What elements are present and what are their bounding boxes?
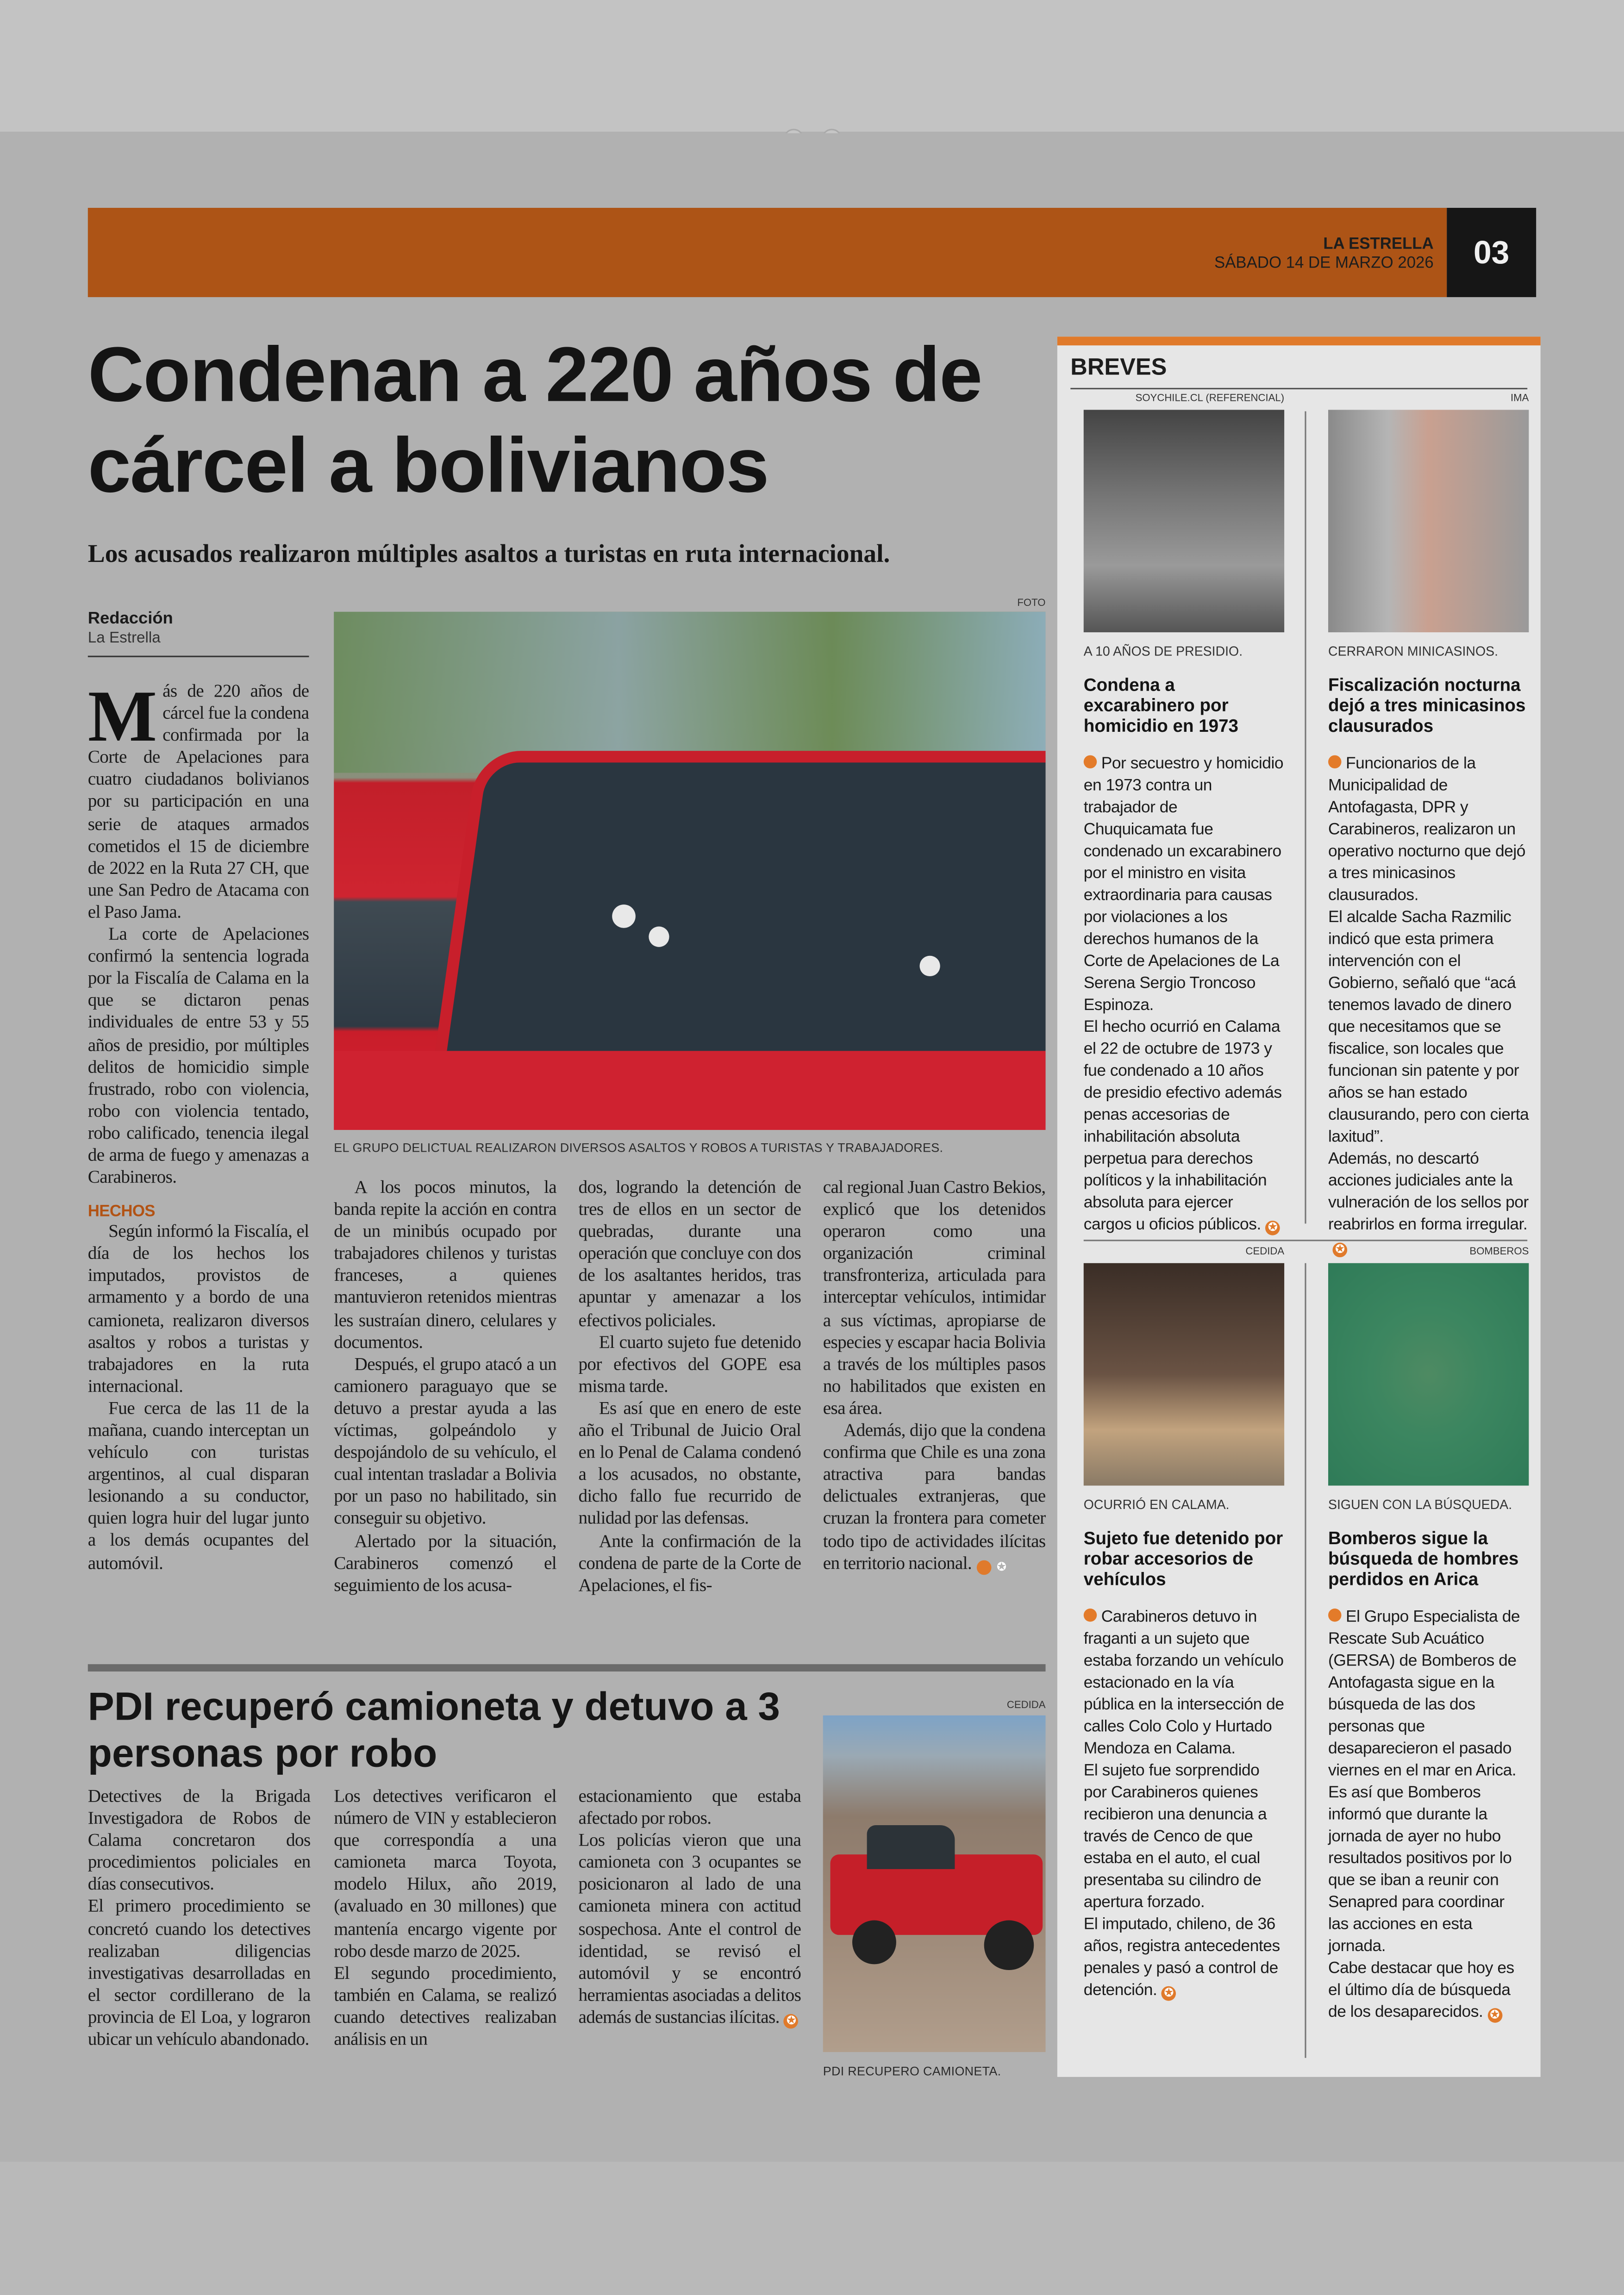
issue-date: SÁBADO 14 DE MARZO 2026 [1214,255,1434,273]
breve-paragraph: El sujeto fue sorprendido por Carabineros quienes recibieron una denuncia a través de Cenco de que estaba en el auto, el cual presentaba su cilindro de apertura forzado. [1083,1762,1267,1912]
breve-photo [1328,1263,1529,1486]
paragraph [1084,1761,1284,1915]
breve-title: Sujeto fue detenido por robar accesorios de vehículos [1083,1528,1283,1590]
article-paragraph: Ante la confirmación de la condena de parte de la Corte de Apelaciones, el fis- [578,1530,801,1595]
bullet-icon [1084,755,1097,768]
breve-paragraph: Por secuestro y homicidio en 1973 contra un trabajador de Chuquicamata fue condenado un excarabinero por el ministro en visita extraordinaria para causas por violaciones a los derechos humanos de la Corte de Apelaciones de La Serena Sergio Troncoso Espinoza. [1083,755,1284,1015]
article-paragraph: estacionamiento que estaba afectado por robos. [578,1785,801,1828]
breve-item [1328,1247,1529,2024]
article-column-4 [823,1177,1046,1574]
breve-item [1084,1247,1284,2002]
photo-credit: IMA [1510,393,1529,404]
photo-credit: CEDIDA [1006,1701,1046,1711]
paragraph [823,1420,1046,1574]
photo-credit: FOTO [1017,599,1046,609]
article-paragraph: Los detectives verificaron el número de VIN y establecieron que correspondía a una camioneta marca Toyota, modelo Hilux, año 2019, (avaluado en 30 millones) que mantenía encargo vigente por robo desde marzo de 2025. [334,1785,557,1961]
main-headline: Condenan a 220 años de cárcel a bolivianos [87,332,982,510]
article-column-3 [578,1177,801,1597]
article-paragraph: ás de 220 años de cárcel fue la condena confirmada por la Corte de Apelaciones para cuatro ciudadanos bolivianos por su participación en una serie de ataques armados cometidos el 15 de diciembre de 2022 en la Ruta 27 CH, que une San Pedro de Atacama con el Paso Jama. [87,680,309,922]
article-paragraph: cal regional Juan Castro Bekios, explicó que los detenidos operaron como una organización criminal transfronteriza, articulada para interceptar vehículos, intimidar a sus víctimas, apropiarse de especies y escapar hacia Bolivia a través de los múltiples pasos no habilitados que existen en esa área. [823,1177,1046,1418]
section-heading: HECHOS [87,1203,155,1221]
breve-kicker: SIGUEN CON LA BÚSQUEDA. [1328,1497,1512,1512]
paragraph [334,1962,556,2051]
paragraph [334,1530,556,1597]
breves-divider [1305,1263,1306,2058]
article-paragraph: Es así que en enero de este año el Tribunal de Juicio Oral en lo Penal de Calama condenó a los acusados, no obstante, dicho fallo fue recurrido de nulidad por las defensas. [578,1397,801,1529]
end-of-article-icon: ✪ [976,1559,991,1574]
breve-paragraph: Además, no descartó acciones judiciales ante la vulneración de los sellos por reabrirlos en forma irregular. [1328,1150,1529,1234]
end-of-article-icon: ✪ [1487,2008,1502,2023]
drop-cap: M [87,674,157,757]
breve-item [1084,394,1284,1237]
main-article-photo [334,612,1045,1130]
paragraph [334,1353,556,1530]
byline-author: Redacción [87,610,173,628]
breve-paragraph: El Grupo Especialista de Rescate Sub Acuático (GERSA) de Bomberos de Antofagasta sigue en la búsqueda de las dos personas que desaparecieron el pasado viernes en el mar en Arica. [1328,1609,1520,1780]
newspaper-name: LA ESTRELLA [1323,236,1434,254]
breve-title: Bomberos sigue la búsqueda de hombres perdidos en Arica [1328,1528,1519,1590]
paragraph [88,1397,309,1574]
main-photo-caption: EL GRUPO DELICTUAL REALIZARON DIVERSOS ASALTOS Y ROBOS A TURISTAS Y TRABAJADORES. [334,1140,943,1155]
viewer-top-bar [0,0,1624,133]
end-of-article-icon: ✪ [1265,1221,1280,1235]
byline-divider [88,656,309,657]
breves-title: BREVES [1070,355,1167,381]
viewer-bottom-bar [0,2162,1624,2295]
photo-credit: CEDIDA [1245,1247,1285,1258]
article-paragraph: Detectives de la Brigada Investigadora de Robos de Calama concretaron dos procedimientos policiales en días consecutivos. [87,1785,311,1895]
paragraph [1084,1017,1284,1237]
paragraph [334,1786,556,1963]
page-number: 03 [1447,208,1536,297]
article-paragraph: Además, dijo que la condena confirma que Chile es una zona atractiva para bandas delictuales extranjeras, que cruzan la frontera para cometer todo tipo de actividades ilícitas en territorio nacional. [823,1420,1046,1573]
paragraph [1328,1958,1529,2024]
breve-paragraph: Cabe destacar que hoy es el último día de búsqueda de los desaparecidos. [1328,1959,1514,2021]
article-paragraph: Alertado por la situación, Carabineros comenzó el seguimiento de los acusa- [334,1530,557,1595]
pdi-truck-photo [823,1715,1046,2052]
article-paragraph: La corte de Apelaciones confirmó la sentencia lograda por la Fiscalía de Calama en la que se dictaron penas individuales de entre 53 y 55 años de presidio, por múltiples delitos de homicidio simple frustrado, robo con violencia, robo con violencia tentado, robo calificado, tenencia ilegal de arma de fuego y amenazas a Carabineros. [87,923,309,1187]
paragraph [88,1786,311,1896]
end-of-article-icon: ✪ [1333,1243,1348,1258]
article-column-2 [334,1177,556,1597]
breve-item [1328,394,1529,1259]
breve-paragraph: Funcionarios de la Municipalidad de Antofagasta, DPR y Carabineros, realizaron un operativo nocturno que dejó a tres minicasinos clausurados. [1328,755,1525,905]
pdi-column-1 [88,1786,311,2051]
end-of-article-icon: ✪ [784,2014,799,2029]
bullet-icon [1328,1609,1341,1621]
paragraph [88,1896,311,2051]
paragraph [578,1398,801,1530]
header-bar [88,208,1447,297]
photo-credit: BOMBEROS [1469,1247,1529,1258]
paragraph [578,1331,801,1397]
paragraph [823,1177,1046,1420]
paragraph [1328,1607,1529,1783]
breves-rule [1070,388,1527,389]
article-paragraph: dos, logrando la detención de tres de ellos en un sector de quebradas, durante una operación que concluye con dos de los asaltantes heridos, tras apuntar y amenazar a los efectivos policiales. [578,1177,801,1330]
paragraph [578,1177,801,1331]
breve-title: Condena a excarabinero por homicidio en 1973 [1083,674,1239,736]
breve-paragraph: El hecho ocurrió en Calama el 22 de octubre de 1973 y fue condenado a 10 años de presidio efectivo además penas accesorias de inhabilitación absoluta perpetua para derechos políticos y la inhabilitación absoluta para ejercer cargos u oficios públicos. [1083,1018,1282,1234]
article-paragraph: Fue cerca de las 11 de la mañana, cuando interceptan un vehículo con turistas argentinos, al cual disparan lesionando a su conductor, quien logra huir del lugar junto a los demás ocupantes del automóvil. [87,1397,309,1573]
article-paragraph: Los policías vieron que una camioneta con 3 ocupantes se posicionaron al lado de una camioneta minera con actitud sospechosa. Ante el control de identidad, se revisó el automóvil y se encontró herramientas asociadas a delitos además de sustancias ilícitas. [578,1830,801,2027]
paragraph [578,1830,801,2029]
breve-paragraph: El imputado, chileno, de 36 años, registra antecedentes penales y pasó a control de detención. [1083,1916,1280,2000]
breve-photo [1084,1263,1284,1486]
byline-source: La Estrella [87,629,161,647]
paragraph [88,1221,309,1398]
article-paragraph: El primero procedimiento se concretó cuando los detectives realizaban diligencias investigativas desarrolladas en el sector cordillerano de la provincia de El Loa, y lograron ubicar un vehículo abandonado. [87,1896,311,2049]
paragraph [1084,1915,1284,2002]
paragraph [1328,754,1529,907]
article-paragraph: El cuarto sujeto fue detenido por efectivos del GOPE esa misma tarde. [578,1331,801,1397]
breve-paragraph: Es así que Bomberos informó que durante la jornada de ayer no hubo resultados positivos por lo que se iban a reunir con Senapred para coordinar las acciones en esta jornada. [1328,1784,1512,1956]
bullet-icon [1084,1609,1097,1621]
paragraph [1328,1783,1529,1958]
pdi-column-3 [578,1786,801,2029]
main-subtitle: Los acusados realizaron múltiples asaltos a turistas en ruta internacional. [87,538,890,568]
paragraph [1084,1607,1284,1761]
breve-body [1328,1607,1529,2024]
paragraph [1328,1149,1529,1259]
article-paragraph: Según informó la Fiscalía, el día de los hechos los imputados, provistos de armamento y a bordo de una camioneta, realizaron diversos asaltos y robos a turistas y trabajadores en la ruta internacional. [87,1221,309,1396]
breve-paragraph: Carabineros detuvo in fraganti a un sujeto que estaba forzando un vehículo estacionado en la vía pública en la intersección de calles Colo Colo y Hurtado Mendoza en Calama. [1083,1609,1284,1758]
breve-body [1328,754,1529,1259]
paragraph [1328,907,1529,1149]
pdi-column-2 [334,1786,556,2051]
breve-body [1084,754,1284,1236]
breve-kicker: CERRARON MINICASINOS. [1328,644,1499,659]
pdi-photo-caption: PDI RECUPERO CAMIONETA. [823,2064,1001,2079]
paragraph [334,1177,556,1353]
paragraph [578,1530,801,1597]
paragraph [1084,754,1284,1017]
breve-kicker: A 10 AÑOS DE PRESIDIO. [1083,644,1243,659]
article-column-1 [87,674,309,1574]
article-paragraph: El segundo procedimiento, también en Calama, se realizó cuando detectives realizaban análisis en un [334,1962,557,2049]
breve-title: Fiscalización nocturna dejó a tres minicasinos clausurados [1328,674,1526,736]
article-paragraph: Después, el grupo atacó a un camionero paraguayo que se detuvo a prestar ayuda a las víctimas, golpeándolo y despojándolo de su vehículo, el cual intentan trasladar a Bolivia por un paso no habilitado, sin conseguir su objetivo. [334,1353,557,1529]
end-of-article-icon: ✪ [1162,1986,1176,2001]
secondary-headline: PDI recuperó camioneta y detuvo a 3 personas por robo [87,1684,780,1776]
bullet-icon [1328,755,1341,768]
breve-photo [1084,410,1284,632]
breve-photo [1328,410,1529,632]
article-paragraph: A los pocos minutos, la banda repite la acción en contra de un minibús ocupado por trabajadores chilenos y turistas franceses, a quienes mantuvieron retenidos mientras les sustraían dinero, celulares y documentos. [334,1177,557,1352]
breve-body [1084,1607,1284,2002]
paragraph [578,1786,801,1830]
breve-paragraph: El alcalde Sacha Razmilic indicó que esta primera intervención con el Gobierno, señaló que “acá tenemos lavado de dinero que necesitamos que se fiscalice, son locales que funcionan sin patente y por años se han estado clausurando, pero con cierta laxitud”. [1328,909,1529,1146]
breve-kicker: OCURRIÓ EN CALAMA. [1083,1497,1230,1512]
photo-credit: SOYCHILE.CL (REFERENCIAL) [1135,393,1285,404]
article-separator [88,1664,1046,1671]
breves-divider [1305,412,1306,1224]
